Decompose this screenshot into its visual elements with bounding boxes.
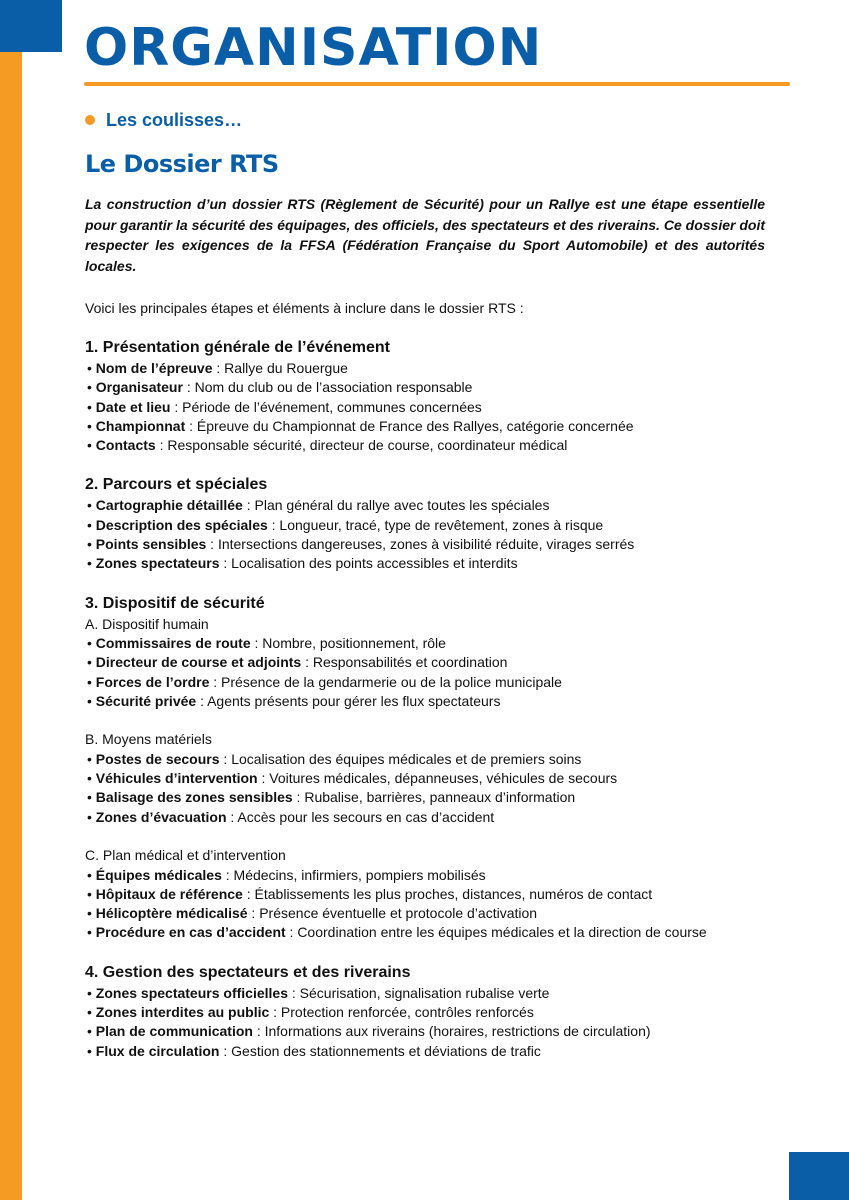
decorative-corner-top-left xyxy=(0,0,62,52)
list-item: • Cartographie détaillée : Plan général du rallye avec toutes les spéciales xyxy=(87,497,550,514)
item-term: Hélicoptère médicalisé xyxy=(95,905,248,922)
section-heading: 3. Dispositif de sécurité xyxy=(85,594,265,612)
item-term: Flux de circulation xyxy=(95,1042,220,1059)
item-description: : Longueur, tracé, type de revêtement, zones à risque xyxy=(267,516,604,533)
item-term: Plan de communication xyxy=(95,1023,253,1040)
section xyxy=(85,474,765,573)
item-description: : Gestion des stationnements et déviations de trafic xyxy=(219,1042,541,1059)
item-term: Hôpitaux de référence xyxy=(95,885,243,902)
item-term: Postes de secours xyxy=(95,750,220,767)
list-item: • Forces de l’ordre : Présence de la gendarmerie ou de la police municipale xyxy=(87,673,562,690)
item-description: : Accès pour les secours en cas d’accident xyxy=(226,808,495,825)
section xyxy=(85,337,765,455)
page-content xyxy=(85,108,765,1061)
item-description: : Rubalise, barrières, panneaux d’information xyxy=(292,789,576,806)
item-description: : Voitures médicales, dépanneuses, véhicules de secours xyxy=(257,770,618,787)
item-term: Points sensibles xyxy=(95,536,207,553)
list-item: • Véhicules d’intervention : Voitures médicales, dépanneuses, véhicules de secours xyxy=(87,770,618,787)
bullet-list xyxy=(85,866,765,943)
item-description: : Informations aux riverains (horaires, restrictions de circulation) xyxy=(252,1023,651,1040)
bullet-list xyxy=(85,984,765,1061)
item-description: : Coordination entre les équipes médicales et la direction de course xyxy=(285,924,707,941)
bullet-dot-icon xyxy=(85,115,95,125)
item-description: : Nom du club ou de l’association responsable xyxy=(182,379,473,396)
item-term: Zones d’évacuation xyxy=(95,808,227,825)
list-item: • Flux de circulation : Gestion des stationnements et déviations de trafic xyxy=(87,1042,541,1059)
item-description: : Responsable sécurité, directeur de course, coordinateur médical xyxy=(155,437,568,454)
list-item: • Commissaires de route : Nombre, positionnement, rôle xyxy=(87,634,446,651)
kicker-text: Les coulisses… xyxy=(106,109,243,130)
list-item: • Zones spectateurs officielles : Sécurisation, signalisation rubalise verte xyxy=(87,984,550,1001)
list-item: • Description des spéciales : Longueur, tracé, type de revêtement, zones à risque xyxy=(87,516,604,533)
item-description: : Agents présents pour gérer les flux spectateurs xyxy=(196,692,501,709)
item-description: : Nombre, positionnement, rôle xyxy=(250,634,446,651)
list-item: • Contacts : Responsable sécurité, directeur de course, coordinateur médical xyxy=(87,437,568,454)
item-term: Zones spectateurs officielles xyxy=(95,984,288,1001)
list-item: • Sécurité privée : Agents présents pour gérer les flux spectateurs xyxy=(87,692,501,709)
item-description: : Sécurisation, signalisation rubalise verte xyxy=(287,984,550,1001)
item-term: Balisage des zones sensibles xyxy=(95,789,293,806)
list-item: • Championnat : Épreuve du Championnat de France des Rallyes, catégorie concernée xyxy=(87,417,634,434)
item-term: Commissaires de route xyxy=(95,634,251,651)
list-item: • Date et lieu : Période de l’événement, communes concernées xyxy=(87,398,482,415)
item-description: : Responsabilités et coordination xyxy=(301,654,508,671)
list-item: • Équipes médicales : Médecins, infirmiers, pompiers mobilisés xyxy=(87,866,486,883)
list-item: • Postes de secours : Localisation des équipes médicales et de premiers soins xyxy=(87,750,582,767)
item-term: Directeur de course et adjoints xyxy=(95,654,302,671)
list-item: • Zones d’évacuation : Accès pour les secours en cas d’accident xyxy=(87,808,495,825)
section xyxy=(85,962,765,1061)
list-item: • Plan de communication : Informations aux riverains (horaires, restrictions de circulation) xyxy=(87,1023,651,1040)
item-description: : Établissements les plus proches, distances, numéros de contact xyxy=(242,885,653,902)
item-term: Zones interdites au public xyxy=(95,1004,270,1021)
list-item: • Points sensibles : Intersections dangereuses, zones à visibilité réduite, virages serrés xyxy=(87,536,635,553)
item-description: : Intersections dangereuses, zones à visibilité réduite, virages serrés xyxy=(206,536,635,553)
decorative-side-bar xyxy=(0,0,22,1200)
list-item: • Zones interdites au public : Protection renforcée, contrôles renforcés xyxy=(87,1004,534,1021)
bullet-list xyxy=(85,359,765,455)
item-term: Date et lieu xyxy=(95,398,171,415)
item-term: Description des spéciales xyxy=(95,516,268,533)
list-item: • Hélicoptère médicalisé : Présence éventuelle et protocole d’activation xyxy=(87,905,538,922)
item-term: Organisateur xyxy=(95,379,183,396)
item-term: Véhicules d’intervention xyxy=(95,770,258,787)
list-item: • Balisage des zones sensibles : Rubalise, barrières, panneaux d’information xyxy=(87,789,576,806)
item-description: : Plan général du rallye avec toutes les spéciales xyxy=(242,497,550,514)
decorative-corner-bottom-right xyxy=(789,1152,849,1200)
list-item: • Directeur de course et adjoints : Responsabilités et coordination xyxy=(87,654,508,671)
subsection-heading: C. Plan médical et d’intervention xyxy=(85,847,286,864)
item-term: Sécurité privée xyxy=(95,692,197,709)
page-title: ORGANISATION xyxy=(84,18,543,78)
item-term: Équipes médicales xyxy=(95,866,222,883)
section-heading: 2. Parcours et spéciales xyxy=(85,476,268,494)
section-heading: 4. Gestion des spectateurs et des riverains xyxy=(85,963,411,981)
list-item: • Organisateur : Nom du club ou de l’association responsable xyxy=(87,379,473,396)
list-item: • Procédure en cas d’accident : Coordination entre les équipes médicales et la direction de course xyxy=(87,924,707,941)
title-underline xyxy=(84,82,790,86)
item-description: : Période de l’événement, communes concernées xyxy=(170,398,482,415)
list-item: • Nom de l’épreuve : Rallye du Rouergue xyxy=(87,360,348,376)
item-description: : Rallye du Rouergue xyxy=(212,360,348,376)
kicker xyxy=(85,108,765,132)
item-description: : Médecins, infirmiers, pompiers mobilisés xyxy=(221,866,486,883)
item-description: : Protection renforcée, contrôles renforcés xyxy=(269,1004,534,1021)
bullet-list xyxy=(85,634,765,711)
item-term: Contacts xyxy=(95,437,156,454)
section xyxy=(85,593,765,943)
document-title: Le Dossier RTS xyxy=(85,150,279,178)
bullet-list xyxy=(85,750,765,827)
item-term: Procédure en cas d’accident xyxy=(95,924,286,941)
item-description: : Localisation des équipes médicales et de premiers soins xyxy=(219,750,582,767)
section-heading: 1. Présentation générale de l’événement xyxy=(85,339,391,356)
subsection-heading: A. Dispositif humain xyxy=(85,615,209,632)
item-term: Cartographie détaillée xyxy=(95,497,243,514)
item-description: : Présence éventuelle et protocole d’activation xyxy=(247,905,538,922)
item-term: Forces de l’ordre xyxy=(95,673,210,690)
item-description: : Présence de la gendarmerie ou de la police municipale xyxy=(209,673,562,690)
bullet-list xyxy=(85,496,765,573)
item-description: : Épreuve du Championnat de France des Rallyes, catégorie concernée xyxy=(185,417,634,434)
item-term: Zones spectateurs xyxy=(95,555,220,572)
list-item: • Hôpitaux de référence : Établissements les plus proches, distances, numéros de contact xyxy=(87,885,653,902)
list-item: • Zones spectateurs : Localisation des points accessibles et interdits xyxy=(87,555,518,572)
item-term: Championnat xyxy=(95,417,186,434)
intro-paragraph: La construction d’un dossier RTS (Règlement de Sécurité) pour un Rallye est une étape essentielle pour garantir la sécurité des équipages, des officiels, des spectateurs et des riverains. Ce dossier doit respecter les exigences de la FFSA (Fédération Française du Sport Automobile) et des autorités locales. xyxy=(85,196,765,274)
subsection-heading: B. Moyens matériels xyxy=(85,731,212,748)
sections-container xyxy=(85,337,765,1061)
item-term: Nom de l’épreuve xyxy=(95,360,213,376)
item-description: : Localisation des points accessibles et interdits xyxy=(219,555,518,572)
lead-sentence: Voici les principales étapes et éléments à inclure dans le dossier RTS : xyxy=(85,300,524,316)
